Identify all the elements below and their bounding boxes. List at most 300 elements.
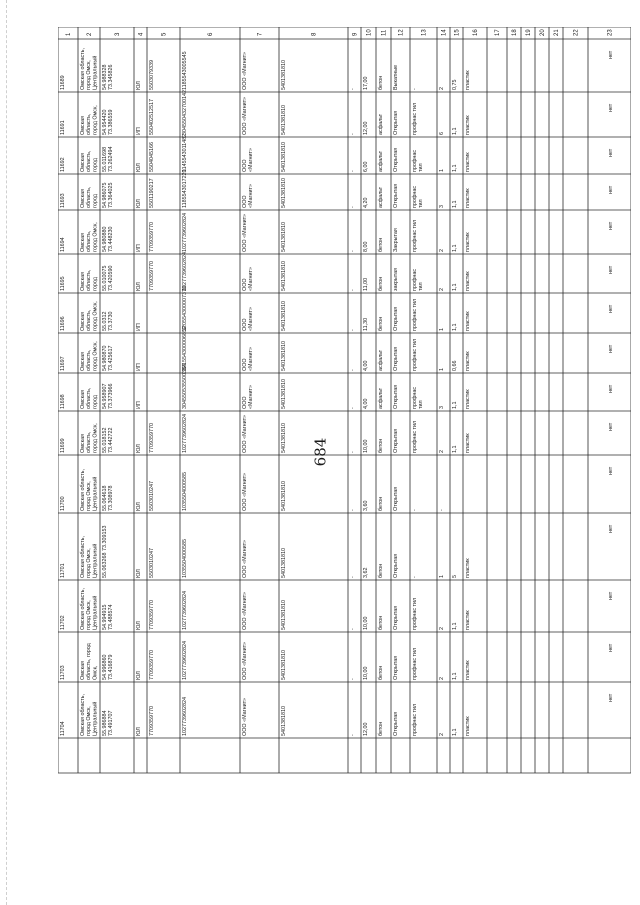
- cell-text: город Омск,: [86, 481, 93, 511]
- cell-text: 5401381810: [281, 423, 287, 453]
- cell-text: 10,00: [363, 439, 369, 453]
- cell-text: 11703: [60, 665, 66, 680]
- cell-text: 1: [439, 368, 445, 371]
- cell-text: 55.010075: [102, 265, 108, 291]
- cell-text: город Омск,: [92, 341, 99, 371]
- cell-text: Открытая: [393, 147, 399, 172]
- cell-text: -: [350, 451, 356, 453]
- cell-text: нет: [608, 265, 614, 274]
- cell-text: 54.954420: [102, 109, 108, 135]
- cell-text: 1035504000585: [182, 539, 188, 578]
- cell-text: ЮЛ: [136, 671, 142, 680]
- cell-text: 11694: [60, 237, 66, 252]
- cell-text: профнас тил: [412, 420, 418, 453]
- cell-text: 11704: [60, 721, 66, 736]
- cell-text: пластик: [465, 351, 471, 371]
- cell-text: Омская область,: [80, 536, 86, 578]
- cell-text: ЮЛ: [136, 444, 142, 453]
- cell-text: 55.063268 73.309153: [102, 525, 108, 578]
- cell-text: профнас тил: [412, 597, 418, 630]
- cell-text: пластик: [465, 271, 471, 291]
- cell-text: 55.011698: [102, 146, 108, 172]
- cell-text: Центральный: [92, 476, 99, 511]
- cell-text: 5504045166: [149, 142, 155, 172]
- cell-text: -: [350, 329, 356, 331]
- cell-text: профнас: [412, 149, 418, 172]
- cell-text: 5503079339: [149, 60, 155, 90]
- cell-text: 5401381810: [281, 60, 287, 90]
- column-number: 11: [381, 29, 388, 36]
- cell-text: 1,1: [452, 728, 458, 736]
- cell-text: пластик: [465, 610, 471, 630]
- cell-text: ЮЛ: [136, 81, 142, 90]
- cell-text: 10,00: [363, 616, 369, 630]
- cell-text: город: [92, 277, 99, 291]
- cell-text: 5401381810: [281, 548, 287, 578]
- cell-text: профнас тил: [412, 298, 418, 331]
- column-number: 15: [454, 29, 461, 36]
- cell-text: Омская: [80, 390, 86, 409]
- cell-text: «Магнит»: [248, 307, 255, 331]
- cell-text: «Магнит»: [248, 347, 255, 371]
- cell-text: 1,1: [452, 672, 458, 680]
- cell-text: нет: [608, 643, 614, 652]
- cell-text: ООО «Магнит»: [242, 641, 248, 680]
- cell-text: Открытая: [393, 183, 399, 208]
- cell-text: 1027739602824: [182, 591, 188, 630]
- cell-text: ООО: [242, 318, 248, 331]
- cell-text: 11691: [60, 120, 66, 135]
- cell-text: 5503010247: [149, 481, 155, 511]
- cell-text: -: [350, 170, 356, 172]
- cell-text: 0,66: [452, 360, 458, 371]
- cell-text: -: [412, 88, 418, 90]
- cell-text: ЮЛ: [136, 621, 142, 630]
- cell-text: Омская область,: [80, 48, 86, 90]
- cell-text: нет: [608, 591, 614, 600]
- cell-text: ООО «Магнит»: [242, 697, 248, 736]
- cell-text: 5401381810: [281, 481, 287, 511]
- cell-text: 73.448230: [108, 226, 115, 252]
- cell-text: ЮЛ: [136, 727, 142, 736]
- column-number: 6: [208, 32, 214, 36]
- cell-text: ИП: [136, 323, 142, 331]
- cell-text: бетон: [378, 615, 384, 630]
- cell-text: 5401381810: [281, 650, 287, 680]
- table-content: [60, 29, 614, 736]
- column-number: 7: [257, 32, 264, 36]
- cell-text: 1027739602824: [182, 414, 188, 453]
- cell-text: 1,1: [452, 283, 458, 291]
- cell-text: Открытая: [393, 711, 399, 736]
- column-number: 20: [540, 29, 546, 36]
- cell-text: пластик: [465, 389, 471, 409]
- cell-text: ЮЛ: [136, 569, 142, 578]
- cell-text: 7709359770: [149, 423, 155, 453]
- cell-text: асфальт: [378, 186, 384, 208]
- cell-text: 3: [439, 406, 445, 409]
- column-number: 5: [161, 32, 168, 36]
- cell-text: 4,00: [363, 360, 369, 371]
- cell-text: 55.064618: [102, 485, 108, 511]
- cell-text: нет: [608, 384, 614, 393]
- cell-text: бетон: [378, 276, 384, 291]
- cell-text: 1,1: [452, 323, 458, 331]
- cell-text: пластик: [465, 115, 471, 135]
- cell-text: бетон: [378, 665, 384, 680]
- cell-text: 7709359770: [149, 650, 155, 680]
- cell-text: 304550432700142: [182, 90, 188, 135]
- cell-text: 1185543017220: [182, 169, 188, 208]
- cell-text: профнас тил: [412, 647, 418, 680]
- cell-text: -: [350, 628, 356, 630]
- cell-text: ИП: [136, 244, 142, 252]
- cell-text: Омская область,: [80, 469, 86, 511]
- cell-text: асфальт: [378, 387, 384, 409]
- cell-text: 1: [439, 575, 445, 578]
- cell-text: пластик: [465, 433, 471, 453]
- cell-text: 5401381810: [281, 261, 287, 291]
- cell-text: 7709359770: [149, 706, 155, 736]
- cell-text: Омская: [80, 434, 86, 453]
- cell-text: 5401381810: [281, 341, 287, 371]
- cell-text: тил: [418, 199, 425, 208]
- column-number: 9: [352, 32, 359, 36]
- cell-text: 54.986075: [102, 182, 108, 208]
- cell-text: ООО «Магнит»: [242, 591, 248, 630]
- cell-text: область,: [86, 309, 93, 331]
- cell-text: город Омск,: [92, 105, 99, 135]
- cell-text: нет: [608, 148, 614, 157]
- cell-text: 2: [439, 249, 445, 252]
- cell-text: 550402512517: [149, 99, 155, 135]
- cell-text: -: [350, 369, 356, 371]
- cell-text: Омская: [80, 233, 86, 252]
- cell-text: 6,00: [363, 161, 369, 172]
- cell-text: «Магнит»: [248, 267, 255, 291]
- cell-text: ЮЛ: [136, 502, 142, 511]
- cell-text: ООО «Магнит»: [242, 213, 248, 252]
- cell-text: 5401381810: [281, 379, 287, 409]
- cell-text: -: [350, 576, 356, 578]
- column-number: 1: [66, 32, 72, 36]
- cell-text: 1,1: [452, 127, 458, 135]
- cell-text: 11,30: [363, 317, 369, 331]
- cell-text: -: [350, 509, 356, 511]
- column-number: 14: [441, 29, 448, 36]
- cell-text: 7709359770: [149, 222, 155, 252]
- cell-text: нет: [608, 304, 614, 313]
- cell-text: Омская: [80, 312, 86, 331]
- cell-text: 6: [439, 132, 445, 135]
- cell-text: «Магнит»: [248, 148, 255, 172]
- cell-text: 2: [439, 733, 445, 736]
- cell-text: -: [350, 250, 356, 252]
- cell-text: 5501190217: [149, 178, 155, 208]
- registry-table: [58, 27, 631, 888]
- cell-text: 2: [439, 627, 445, 630]
- cell-text: тил: [418, 282, 425, 291]
- cell-text: Омская: [80, 661, 86, 680]
- cell-text: бетон: [378, 316, 384, 331]
- cell-text: Омская: [80, 189, 86, 208]
- cell-text: 5401381810: [281, 301, 287, 331]
- cell-text: 5401381810: [281, 178, 287, 208]
- column-number: 21: [554, 29, 560, 36]
- cell-text: 11689: [60, 75, 66, 90]
- page-crop-guide: [6, 0, 8, 905]
- cell-text: 3,62: [363, 567, 369, 578]
- cell-text: профнас тил: [412, 219, 418, 252]
- cell-text: область,: [86, 150, 93, 172]
- cell-text: профнас тил: [412, 703, 418, 736]
- cell-text: 304550535500384: [182, 364, 188, 409]
- column-number: 17: [495, 29, 501, 36]
- cell-text: 73.308978: [108, 485, 115, 511]
- cell-text: 321554300006852: [182, 326, 188, 371]
- cell-text: ООО «Магнит»: [242, 414, 248, 453]
- cell-text: нет: [608, 221, 614, 230]
- cell-text: ИП: [136, 363, 142, 371]
- cell-text: город Омск,: [86, 548, 93, 578]
- cell-text: город Омск,: [86, 600, 93, 630]
- cell-text: ООО: [242, 278, 248, 291]
- cell-text: ООО «Магнит»: [242, 472, 248, 511]
- cell-text: 73.262494: [108, 146, 115, 172]
- cell-text: город Омск,: [92, 222, 99, 252]
- cell-text: 1027739602824: [182, 697, 188, 736]
- cell-text: 1027739602824: [182, 213, 188, 252]
- cell-text: 73.386559: [108, 109, 115, 135]
- cell-text: 54.980870: [102, 345, 108, 371]
- cell-text: профнас: [412, 185, 418, 208]
- cell-text: 5503010247: [149, 548, 155, 578]
- cell-text: 5401381810: [281, 706, 287, 736]
- column-number: 23: [607, 29, 614, 36]
- cell-text: 1,1: [452, 244, 458, 252]
- cell-text: Закрытая: [393, 228, 399, 252]
- column-number: 3: [115, 32, 121, 36]
- cell-text: ООО: [242, 195, 248, 208]
- cell-text: 11697: [60, 356, 66, 371]
- cell-text: тил: [418, 400, 425, 409]
- cell-text: 320554300007370: [182, 286, 188, 331]
- cell-text: 17,00: [363, 76, 369, 90]
- cell-text: «Магнит»: [248, 385, 255, 409]
- cell-text: пластик: [465, 232, 471, 252]
- cell-text: ЮЛ: [136, 282, 142, 291]
- cell-text: 1,1: [452, 164, 458, 172]
- cell-text: 54.994915: [102, 604, 108, 630]
- cell-text: 4,00: [363, 398, 369, 409]
- cell-text: Открытая: [393, 110, 399, 135]
- cell-text: 5: [452, 575, 458, 578]
- cell-text: -: [350, 289, 356, 291]
- cell-text: 1185543005545: [182, 51, 188, 90]
- cell-text: -: [350, 734, 356, 736]
- cell-text: 2: [439, 87, 445, 90]
- cell-text: город: [92, 158, 99, 172]
- cell-text: Открытая: [393, 428, 399, 453]
- column-number: 8: [311, 32, 318, 36]
- cell-text: область,: [86, 431, 93, 453]
- cell-text: 5401381810: [281, 222, 287, 252]
- cell-text: 55.018152: [102, 427, 108, 453]
- cell-text: ООО: [242, 396, 248, 409]
- column-number: 4: [138, 32, 145, 36]
- cell-text: нет: [608, 524, 614, 533]
- cell-text: 1035504000585: [182, 472, 188, 511]
- cell-text: 7709359770: [149, 261, 155, 291]
- cell-text: 5401381810: [281, 600, 287, 630]
- cell-text: 2: [439, 288, 445, 291]
- cell-text: -: [412, 509, 418, 511]
- cell-text: 2: [439, 677, 445, 680]
- cell-text: ЮЛ: [136, 163, 142, 172]
- cell-text: Омская область,: [80, 694, 86, 736]
- cell-text: область,: [86, 387, 93, 409]
- cell-text: асфальт: [378, 349, 384, 371]
- cell-text: ЮЛ: [136, 199, 142, 208]
- cell-text: Омская: [80, 272, 86, 291]
- cell-text: -: [350, 133, 356, 135]
- cell-text: 10,00: [363, 666, 369, 680]
- cell-text: Выкатные: [393, 64, 399, 90]
- cell-text: 11692: [60, 157, 66, 172]
- cell-text: Омская область,: [80, 588, 86, 630]
- column-number: 13: [421, 29, 428, 36]
- cell-text: профнас: [412, 268, 418, 291]
- cell-text: -: [350, 407, 356, 409]
- cell-text: ООО: [242, 358, 248, 371]
- cell-text: Открытая: [393, 384, 399, 409]
- cell-text: 11700: [60, 496, 66, 511]
- cell-text: 73.420590: [108, 265, 115, 291]
- cell-text: 54.958907: [102, 383, 108, 409]
- cell-text: область,: [86, 186, 93, 208]
- cell-text: 73.3730: [108, 311, 115, 331]
- cell-text: 54.980880: [102, 226, 108, 252]
- cell-text: закрытая: [393, 267, 399, 291]
- cell-text: пластик: [465, 716, 471, 736]
- cell-text: город: [92, 194, 99, 208]
- cell-text: 12,00: [363, 722, 369, 736]
- cell-text: 73.373966: [108, 383, 115, 409]
- cell-text: пластик: [465, 558, 471, 578]
- column-number: 19: [526, 29, 532, 36]
- cell-text: 3,60: [363, 500, 369, 511]
- cell-text: Омск,: [92, 665, 99, 680]
- cell-text: Открытая: [393, 655, 399, 680]
- page-number: 684: [311, 437, 330, 467]
- cell-text: ООО «Магнит»: [242, 96, 248, 135]
- cell-text: 3: [439, 205, 445, 208]
- cell-text: 54.996860: [102, 654, 108, 680]
- cell-text: 11695: [60, 276, 66, 291]
- cell-text: 1,1: [452, 445, 458, 453]
- cell-text: -: [412, 576, 418, 578]
- cell-text: профнас тил: [412, 102, 418, 135]
- cell-text: Центральный: [92, 543, 99, 578]
- cell-text: 1145543011482: [182, 133, 188, 172]
- cell-text: асфальт: [378, 150, 384, 172]
- cell-text: 54.988328: [102, 64, 108, 90]
- cell-text: 73.488574: [108, 604, 115, 630]
- column-number: 18: [512, 29, 518, 36]
- cell-text: 55.0312: [102, 311, 108, 331]
- column-number: 12: [398, 29, 405, 36]
- cell-text: ООО «Магнит»: [242, 539, 248, 578]
- cell-text: 1: [439, 328, 445, 331]
- cell-text: Открытая: [393, 346, 399, 371]
- cell-text: 5401381810: [281, 105, 287, 135]
- cell-text: 0,75: [452, 79, 458, 90]
- table-grid: [58, 27, 631, 773]
- cell-text: пластик: [465, 70, 471, 90]
- cell-text: 11693: [60, 193, 66, 208]
- cell-text: бетон: [378, 721, 384, 736]
- cell-text: 11701: [60, 563, 66, 578]
- cell-text: город Омск,: [86, 60, 93, 90]
- cell-text: город: [92, 395, 99, 409]
- cell-text: 1027739602824: [182, 252, 188, 291]
- cell-text: Открытая: [393, 306, 399, 331]
- cell-text: 73.416879: [108, 654, 115, 680]
- cell-text: область,: [86, 113, 93, 135]
- cell-text: пластик: [465, 311, 471, 331]
- cell-text: бетон: [378, 237, 384, 252]
- column-number: 16: [473, 29, 479, 36]
- cell-text: 1: [439, 169, 445, 172]
- cell-text: 1,1: [452, 200, 458, 208]
- cell-text: Открытая: [393, 553, 399, 578]
- cell-text: профнас тил: [412, 338, 418, 371]
- cell-text: -: [350, 678, 356, 680]
- column-number: 2: [87, 32, 93, 36]
- cell-text: ИП: [136, 401, 142, 409]
- cell-text: 73.442722: [108, 427, 115, 453]
- column-number: 10: [366, 29, 373, 36]
- cell-text: Центральный: [92, 55, 99, 90]
- cell-text: ООО: [242, 159, 248, 172]
- cell-text: пластик: [465, 660, 471, 680]
- cell-text: Омская: [80, 116, 86, 135]
- cell-text: область,: [86, 349, 93, 371]
- cell-text: 12,00: [363, 121, 369, 135]
- cell-text: нет: [608, 693, 614, 702]
- cell-text: Омская: [80, 153, 86, 172]
- cell-text: 11699: [60, 438, 66, 453]
- cell-text: тил: [418, 163, 425, 172]
- cell-text: 5401381810: [281, 142, 287, 172]
- cell-text: 1,1: [452, 622, 458, 630]
- cell-text: нет: [608, 466, 614, 475]
- cell-text: асфальт: [378, 113, 384, 135]
- cell-text: нет: [608, 422, 614, 431]
- cell-text: 11696: [60, 316, 66, 331]
- cell-text: 8,00: [363, 241, 369, 252]
- cell-text: город Омск,: [86, 706, 93, 736]
- cell-text: Центральный: [92, 701, 99, 736]
- cell-text: бетон: [378, 563, 384, 578]
- column-number: 22: [573, 29, 580, 36]
- cell-text: 1027739602824: [182, 641, 188, 680]
- cell-text: область,: [86, 230, 93, 252]
- cell-text: 2: [439, 450, 445, 453]
- cell-text: нет: [608, 185, 614, 194]
- cell-text: -: [350, 206, 356, 208]
- cell-text: 11702: [60, 615, 66, 630]
